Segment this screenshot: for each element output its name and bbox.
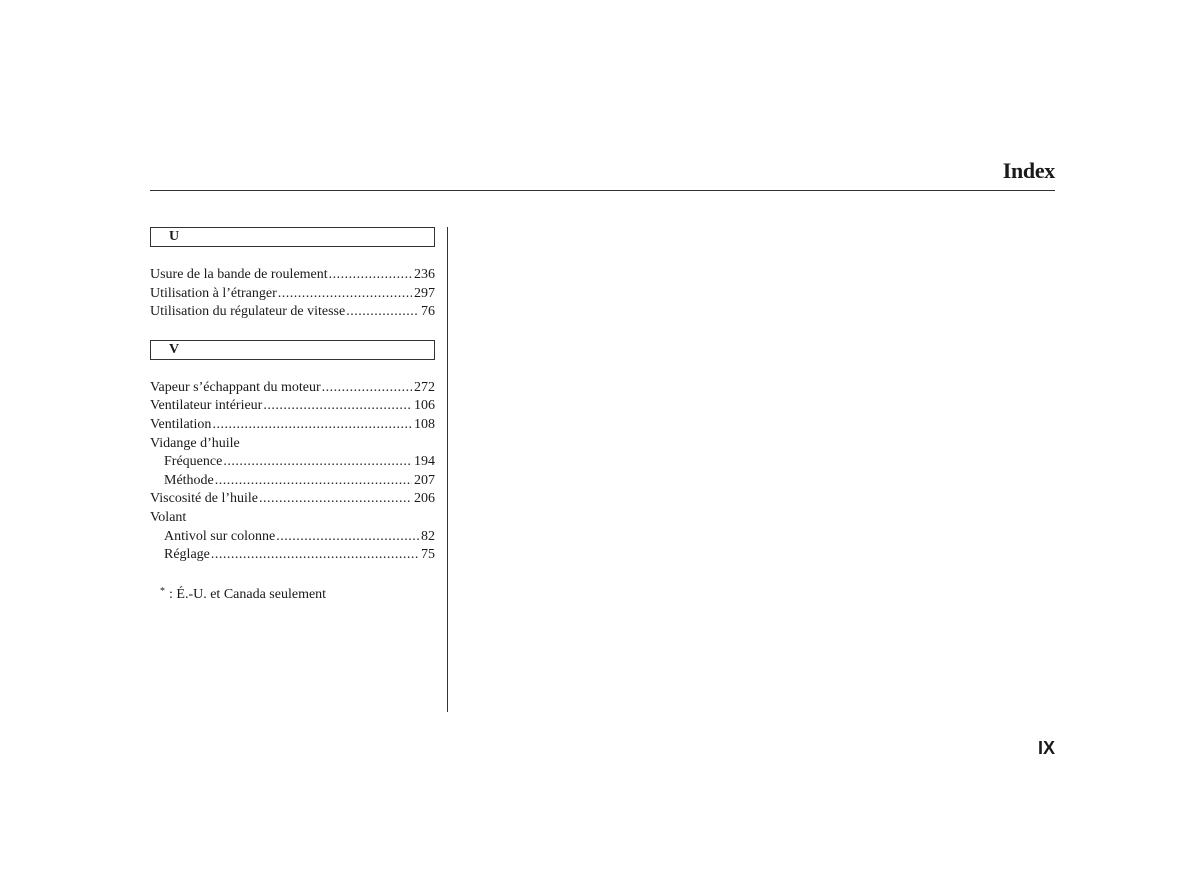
entry-page: 206	[414, 491, 435, 507]
entry-page: 236	[414, 267, 435, 282]
entry-label: Antivol sur colonne	[164, 528, 276, 544]
entry-page: 272	[414, 379, 435, 395]
index-entry-heading	[150, 435, 435, 454]
index-subentry	[150, 472, 435, 491]
section-letter-u: U	[150, 227, 435, 247]
index-entry	[150, 285, 435, 304]
dot-leader	[215, 472, 412, 491]
entry-label: Utilisation du régulateur de vitesse	[150, 304, 346, 320]
entry-page: 194	[414, 454, 435, 470]
index-entry	[150, 397, 435, 416]
entry-label: Utilisation à l’étranger	[150, 285, 277, 301]
footnote-text: : É.-U. et Canada seulement	[169, 586, 327, 602]
index-subentry	[150, 546, 435, 565]
page-title: Index	[1002, 158, 1055, 183]
entry-label: Ventilateur intérieur	[150, 398, 263, 414]
entry-label: Usure de la bande de roulement	[150, 267, 328, 282]
dot-leader	[346, 303, 419, 322]
dot-leader	[263, 397, 412, 416]
dot-leader	[211, 546, 419, 565]
entry-label: Fréquence	[164, 454, 223, 470]
index-subentry	[150, 528, 435, 547]
section-letter-v: V	[150, 340, 435, 360]
entry-label: Réglage	[164, 547, 210, 563]
footnote-marker: *	[160, 585, 165, 597]
entry-page: 207	[414, 472, 435, 488]
entry-label: Vidange d’huile	[150, 435, 240, 451]
entry-label: Vapeur s’échappant du moteur	[150, 379, 321, 395]
entry-page: 82	[421, 528, 435, 544]
entry-label: Méthode	[164, 472, 214, 488]
entry-page: 76	[421, 304, 435, 320]
index-subentry	[150, 453, 435, 472]
dot-leader	[276, 528, 419, 547]
index-column	[150, 227, 435, 604]
entry-page: 297	[414, 285, 435, 301]
dot-leader	[322, 379, 412, 398]
index-entry	[150, 490, 435, 509]
index-entry	[150, 416, 435, 435]
footnote	[150, 583, 435, 604]
index-entry	[150, 266, 435, 285]
index-entry-heading	[150, 509, 435, 528]
column-divider	[447, 227, 448, 712]
page-number: IX	[1037, 738, 1055, 758]
title-rule	[150, 190, 1055, 191]
entry-page: 75	[421, 547, 435, 563]
entry-page: 106	[414, 398, 435, 414]
section-v-entries	[150, 379, 435, 565]
dot-leader	[329, 266, 412, 285]
entry-label: Volant	[150, 509, 187, 525]
dot-leader	[259, 490, 412, 509]
index-entry	[150, 379, 435, 398]
dot-leader	[223, 453, 412, 472]
dot-leader	[278, 285, 412, 304]
section-u-entries	[150, 266, 435, 322]
entry-label: Ventilation	[150, 416, 212, 432]
index-entry	[150, 303, 435, 322]
dot-leader	[212, 416, 412, 435]
entry-page: 108	[414, 416, 435, 432]
entry-label: Viscosité de l’huile	[150, 491, 259, 507]
